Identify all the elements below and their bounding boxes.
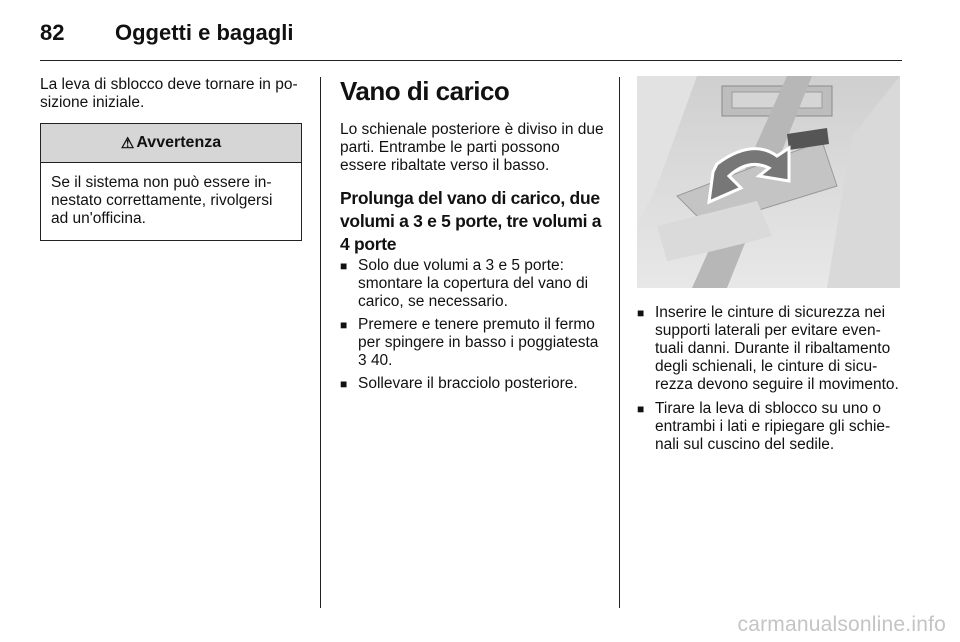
warning-box — [40, 123, 302, 241]
list-item: ■ Solo due volumi a 3 e 5 porte: smontare la copertura del vano di carico, se necessario. — [340, 257, 606, 311]
page-title: Oggetti e bagagli — [115, 20, 294, 45]
section-intro: Lo schienale posteriore è diviso in due parti. Entrambe le parti possono essere ribaltate verso il basso. — [340, 121, 604, 174]
page-number: 82 — [40, 20, 65, 45]
list-item: ■ Sollevare il bracciolo posteriore. — [340, 375, 606, 393]
warning-body: Se il sistema non può essere in-nestato correttamente, rivolgersi ad un'officina. — [51, 174, 273, 227]
section-title: Vano di carico — [340, 76, 510, 106]
column-3 — [637, 76, 900, 454]
list-item: ■ Inserire le cinture di sicurezza nei supporti laterali per evitare even-tuali danni. Durante il ribaltamento degli schienali, le cinture di sicu-rezza devono seguire il movimento. — [637, 304, 900, 394]
page-reference: 40. — [370, 352, 393, 369]
intro-paragraph: La leva di sblocco deve tornare in po-sizione iniziale. — [40, 76, 298, 111]
watermark-logo: carmanualsonline.info — [737, 613, 946, 636]
seat-release-lever-illustration — [637, 76, 900, 288]
page-header — [40, 20, 902, 61]
column-divider — [619, 77, 620, 608]
page-reference-arrow-icon: 3 — [358, 352, 367, 369]
column-2 — [340, 76, 606, 393]
warning-icon: ⚠ — [120, 135, 135, 152]
list-item: ■ Premere e tenere premuto il fermo per spingere in basso i poggiatesta 3 40. — [340, 316, 606, 370]
column-divider — [320, 77, 321, 608]
warning-title: Avvertenza — [136, 134, 222, 151]
column-1 — [40, 76, 302, 241]
list-item: ■ Tirare la leva di sblocco su uno o entrambi i lati e ripiegare gli schie-nali sul cuscino del sedile. — [637, 400, 900, 454]
subsection-title: Prolunga del vano di carico, due volumi a 3 e 5 porte, tre volumi a 4 porte — [340, 188, 602, 254]
warning-header — [41, 124, 301, 163]
